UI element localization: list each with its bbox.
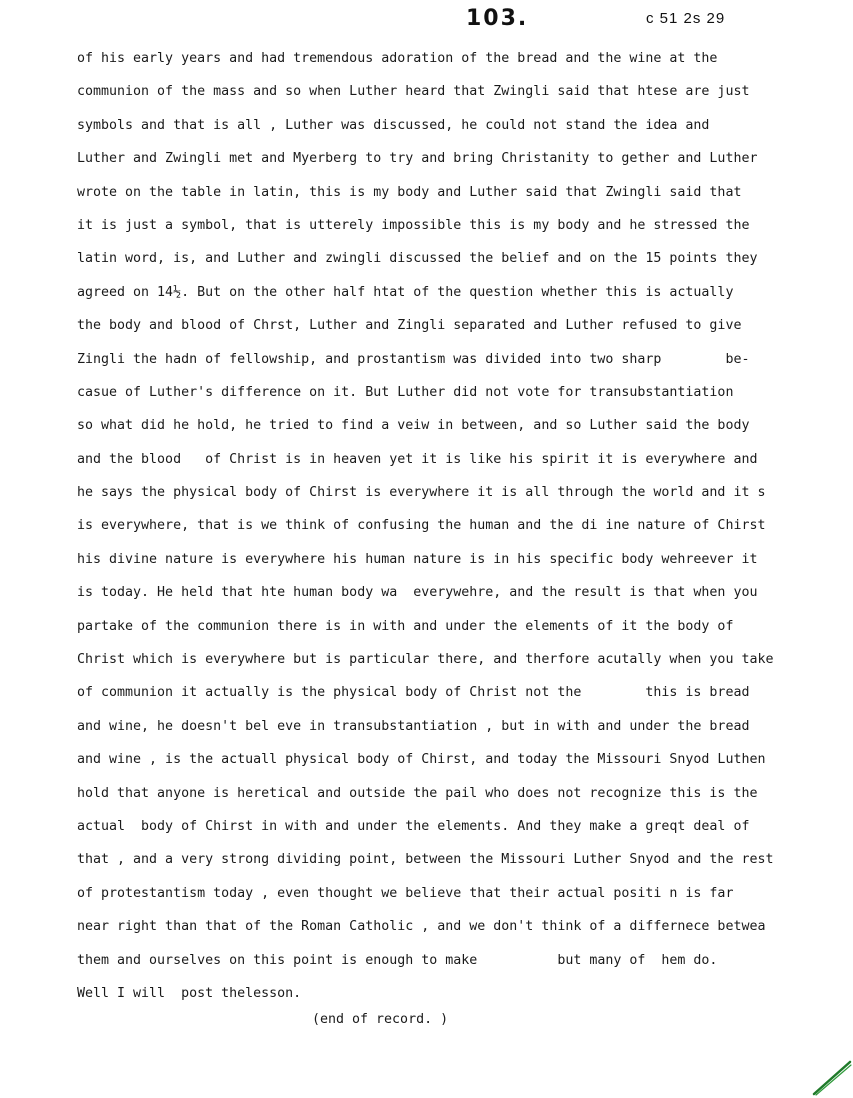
transcript-body — [77, 42, 817, 1010]
text-line: is today. He held that hte human body wa everywehre, and the result is that when you — [77, 585, 758, 601]
text-line: casue of Luther's difference on it. But Luther did not vote for transubstantiation — [77, 384, 734, 400]
text-line: of protestantism today , even thought we believe that their actual positi n is far — [77, 885, 734, 901]
text-line: symbols and that is all , Luther was discussed, he could not stand the idea and — [77, 117, 710, 133]
text-line: wrote on the table in latin, this is my body and Luther said that Zwingli said that — [77, 184, 742, 200]
text-line: of his early years and had tremendous adoration of the bread and the wine at the — [77, 51, 718, 66]
end-of-record-note: (end of record. ) — [312, 1012, 449, 1027]
text-line: communion of the mass and so when Luther heard that Zwingli said that htese are just — [77, 84, 750, 100]
text-line: Luther and Zwingli met and Myerberg to try and bring Christanity to gether and Luther — [77, 151, 758, 167]
text-line: actual body of Chirst in with and under the elements. And they make a greqt deal of — [77, 818, 750, 834]
text-line: his divine nature is everywhere his human nature is in his specific body wehreever it — [77, 551, 758, 567]
text-line: and wine , is the actuall physical body of Chirst, and today the Missouri Snyod Luthen — [77, 752, 766, 768]
text-line: and wine, he doesn't bel eve in transubstantiation , but in with and under the bread — [77, 718, 750, 734]
text-line: Well I will post thelesson. — [77, 985, 302, 1001]
text-line: partake of the communion there is in with and under the elements of it the body of — [77, 618, 734, 634]
text-line: of communion it actually is the physical body of Christ not the this is bread — [77, 685, 750, 701]
text-line: latin word, is, and Luther and zwingli discussed the belief and on the 15 points they — [77, 251, 758, 267]
text-line: it is just a symbol, that is utterely impossible this is my body and he stressed the — [77, 217, 750, 233]
text-line: agreed on 14½. But on the other half htat of the question whether this is actually — [77, 284, 734, 300]
text-line: so what did he hold, he tried to find a veiw in between, and so Luther said the body — [77, 418, 750, 434]
text-line: Christ which is everywhere but is particular there, and therfore acutally when you take — [77, 652, 774, 668]
text-line: and the blood of Christ is in heaven yet it is like his spirit it is everywhere and — [77, 451, 758, 467]
corner-pen-mark — [812, 1060, 852, 1096]
text-line: Zingli the hadn of fellowship, and prostantism was divided into two sharp be- — [77, 351, 750, 367]
page-reference: c 51 2s 29 — [646, 10, 726, 27]
text-line: near right than that of the Roman Catholic , and we don't think of a differnece betwea — [77, 919, 766, 935]
page-number: 103. — [466, 6, 529, 31]
text-line: them and ourselves on this point is enough to make but many of hem do. — [77, 952, 718, 968]
text-line: the body and blood of Chrst, Luther and Zingli separated and Luther refused to give — [77, 318, 742, 334]
text-line: he says the physical body of Chirst is everywhere it is all through the world and it s — [77, 485, 766, 501]
text-line: that , and a very strong dividing point, between the Missouri Luther Snyod and the rest — [77, 852, 774, 868]
text-line: is everywhere, that is we think of confusing the human and the di ine nature of Chirst — [77, 518, 766, 534]
text-line: hold that anyone is heretical and outside the pail who does not recognize this is the — [77, 785, 758, 801]
